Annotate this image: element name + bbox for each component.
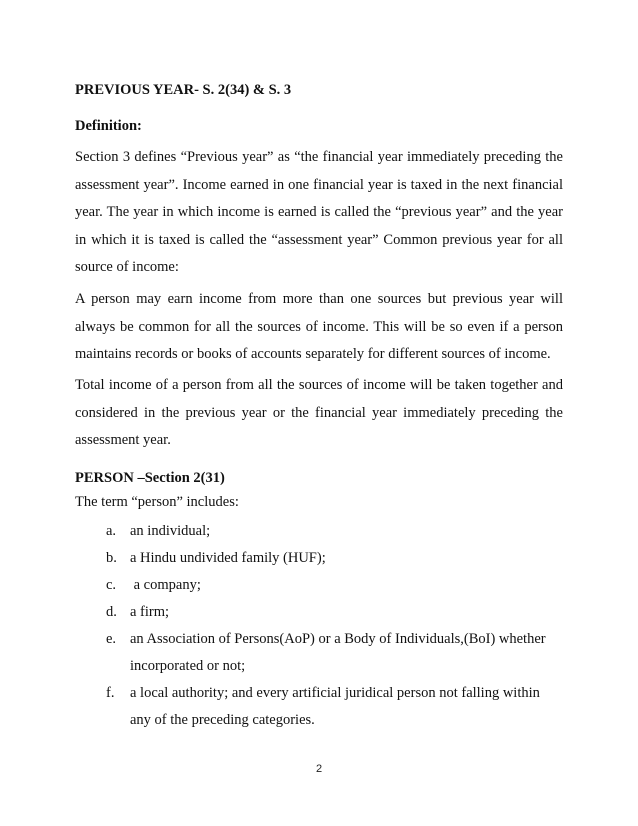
list-item	[106, 572, 556, 599]
list-marker: e.	[106, 631, 117, 647]
list-item-text: an Association of Persons(AoP) or a Body of Individuals,(BoI) whether incorporated or not;	[130, 631, 546, 674]
paragraph-common-previous-year: A person may earn income from more than one sources but previous year will always be common for all the sources of income. This will be so even if a person maintains records or books of accounts separately for different sources of income.	[75, 291, 563, 362]
list-item-text: a company;	[130, 577, 201, 593]
person-list	[106, 518, 556, 734]
list-marker: b.	[106, 550, 117, 566]
paragraph-total-income: Total income of a person from all the sources of income will be taken together and considered in the previous year or the financial year immediately preceding the assessment year.	[75, 377, 563, 448]
list-item	[106, 545, 556, 572]
list-marker: c.	[106, 577, 117, 593]
list-item-text: an individual;	[130, 523, 211, 539]
list-marker: f.	[106, 685, 115, 701]
list-marker: d.	[106, 604, 117, 620]
list-item	[106, 518, 556, 545]
list-item-text: a Hindu undivided family (HUF);	[130, 550, 326, 566]
list-item	[106, 626, 556, 680]
list-marker: a.	[106, 523, 117, 539]
definition-label: Definition:	[75, 118, 142, 134]
list-item-text: a firm;	[130, 604, 170, 620]
section-heading-person: PERSON –Section 2(31)	[75, 470, 225, 486]
list-item	[106, 680, 556, 734]
page-number: 2	[315, 763, 323, 775]
list-item	[106, 599, 556, 626]
person-intro: The term “person” includes:	[75, 494, 239, 510]
paragraph-definition: Section 3 defines “Previous year” as “the financial year immediately preceding the assessment year”. Income earned in one financial year is taxed in the next financial year. The year in which income is earned is called the “previous year” and the year in which it is taxed is called the “assessment year” Common previous year for all source of income:	[75, 149, 563, 275]
section-heading-previous-year: PREVIOUS YEAR- S. 2(34) & S. 3	[75, 82, 292, 98]
list-item-text: a local authority; and every artificial juridical person not falling within any of the preceding categories.	[130, 685, 540, 728]
